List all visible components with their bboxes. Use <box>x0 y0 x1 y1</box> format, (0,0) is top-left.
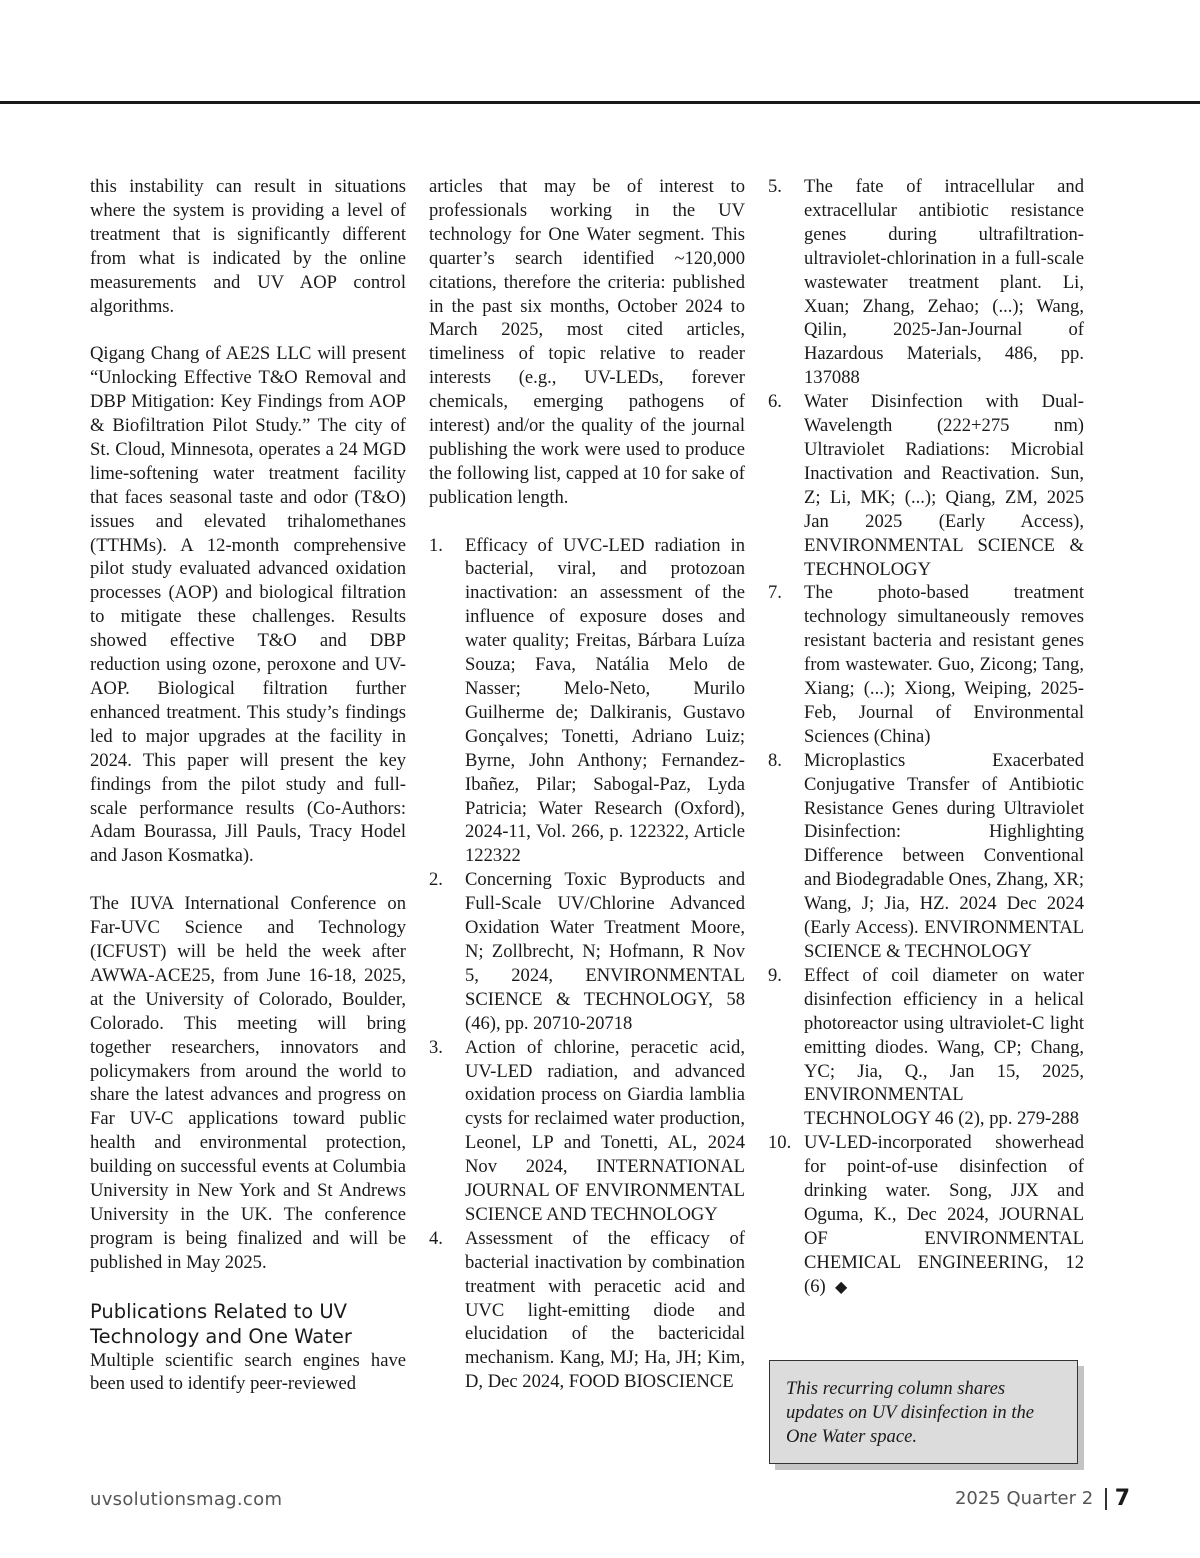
column-2 <box>429 175 745 1394</box>
reference-text: Effect of coil diameter on water disinfection efficiency in a helical photoreactor using ultraviolet-C light emitting diodes. Wang, CP; Chang, YC; Jia, Q., Jan 15, 2025, ENVIRONMENTAL TECHNOLOGY 46 (2), pp. 279-288 <box>804 964 1084 1130</box>
reference-text: Concerning Toxic Byproducts and Full-Scale UV/Chlorine Advanced Oxidation Water Treatment Moore, N; Zollbrecht, N; Hofmann, R Nov 5, 2024, ENVIRONMENTAL SCIENCE & TECHNOLOGY, 58 (46), pp. 20710-20718 <box>465 869 745 1034</box>
reference-number: 4. <box>429 1227 443 1249</box>
reference-item <box>429 1036 745 1227</box>
callout-box <box>769 1360 1078 1464</box>
reference-item <box>768 581 1084 748</box>
reference-number: 9. <box>768 964 782 986</box>
reference-item <box>429 868 745 1035</box>
callout-text: This recurring column shares updates on UV disinfection in the One Water space. <box>786 1378 1035 1447</box>
paragraph: The IUVA International Conference on Far-UVC Science and Technology (ICFUST) will be held the week after AWWA-ACE25, from June 16-18, 2025, at the University of Colorado, Boulder, Colorado. This meeting will bring together researchers, innovators and policymakers from around the world to share the latest advances and progress on Far UV-C applications toward public health and environmental protection, building on successful events at Columbia University in New York and St Andrews University in the UK. The conference program is being finalized and will be published in May 2025. <box>90 893 406 1273</box>
reference-item <box>768 749 1084 964</box>
footer-website: uvsolutionsmag.com <box>90 1489 283 1510</box>
reference-number: 8. <box>768 749 782 771</box>
paragraph: articles that may be of interest to professionals working in the UV technology for One Water segment. This quarter’s search identified ~120,000 citations, therefore the criteria: published in the past six months, October 2024 to March 2025, most cited articles, timeliness of topic relative to reader interests (e.g., UV-LEDs, forever chemicals, emerging pathogens of interest) and/or the quality of the journal publishing the work were used to produce the following list, capped at 10 for sake of publication length. <box>429 176 745 508</box>
section-heading: Publications Related to UV Technology and One Water <box>90 1299 352 1348</box>
end-diamond-icon: ◆ <box>834 1276 848 1296</box>
reference-number: 3. <box>429 1036 443 1058</box>
reference-text: Assessment of the efficacy of bacterial inactivation by combination treatment with peracetic acid and UVC light-emitting diode and elucidation of the bactericidal mechanism. Kang, MJ; Ha, JH; Kim, D, Dec 2024, FOOD BIOSCIENCE <box>465 1227 745 1393</box>
reference-item <box>429 1227 745 1394</box>
reference-number: 7. <box>768 582 782 604</box>
reference-text: Efficacy of UVC-LED radiation in bacterial, viral, and protozoan inactivation: an assessment of the influence of exposure doses and water quality; Freitas, Bárbara Luíza Souza; Fava, Natália Melo de Nasser; Melo-Neto, Murilo Guilherme de; Dalkiranis, Gustavo Gonçalves; Tonetti, Adriano Luiz; Byrne, John Anthony; Fernandez-Ibañez, Pilar; Sabogal-Paz, Lyda Patricia; Water Research (Oxford), 2024-11, Vol. 266, p. 122322, Article 122322 <box>465 534 745 867</box>
reference-number: 5. <box>768 176 782 197</box>
reference-text: Microplastics Exacerbated Conjugative Transfer of Antibiotic Resistance Genes during Ultraviolet Disinfection: Highlighting Difference between Conventional and Biodegradable Ones, Zhang, XR; Wang, J; Jia, HZ. 2024 Dec 2024 (Early Access). ENVIRONMENTAL SCIENCE & TECHNOLOGY <box>804 749 1084 962</box>
footer-issue <box>955 1486 1130 1511</box>
reference-item <box>768 175 1084 390</box>
reference-number: 6. <box>768 391 782 413</box>
reference-list-part-2 <box>768 175 1084 1299</box>
reference-item <box>768 390 1084 581</box>
issue-label: 2025 Quarter 2 <box>954 1488 1094 1509</box>
footer-divider <box>1105 1488 1107 1510</box>
reference-number: 1. <box>429 534 443 556</box>
paragraph: this instability can result in situations where the system is providing a level of treatment that is significantly different from what is indicated by the online measurements and UV AOP control algorithms. <box>90 176 406 317</box>
column-1 <box>90 175 406 1396</box>
reference-text: UV-LED-incorporated showerhead for point-of-use disinfection of drinking water. Song, JJX and Oguma, K., Dec 2024, JOURNAL OF ENVIRONMENTAL CHEMICAL ENGINEERING, 12 (6) <box>804 1132 1084 1297</box>
reference-text: Water Disinfection with Dual-Wavelength (222+275 nm) Ultraviolet Radiations: Microbial Inactivation and Reactivation. Sun, Z; Li, MK; (...); Qiang, ZM, 2025 Jan 2025 (Early Access), ENVIRONMENTAL SCIENCE & TECHNOLOGY <box>804 391 1084 580</box>
reference-number: 2. <box>429 869 443 891</box>
reference-text: Action of chlorine, peracetic acid, UV-LED radiation, and advanced oxidation process on Giardia lamblia cysts for reclaimed water production, Leonel, LP and Tonetti, AL, 2024 Nov 2024, INTERNATIONAL JOURNAL OF ENVIRONMENTAL SCIENCE AND TECHNOLOGY <box>465 1036 745 1225</box>
reference-text: The fate of intracellular and extracellular antibiotic resistance genes during ultrafiltration-ultraviolet-chlorination in a full-scale wastewater treatment plant. Li, Xuan; Zhang, Zehao; (...); Wang, Qilin, 2025-Jan-Journal of Hazardous Materials, 486, pp. 137088 <box>804 176 1084 389</box>
paragraph: Multiple scientific search engines have been used to identify peer-reviewed <box>90 1349 406 1395</box>
column-3 <box>768 175 1084 1299</box>
header-rule <box>0 101 1200 104</box>
page-number: 7 <box>1114 1486 1130 1511</box>
reference-item <box>768 964 1084 1131</box>
reference-item <box>429 534 745 869</box>
reference-list-part-1 <box>429 534 745 1395</box>
paragraph: Qigang Chang of AE2S LLC will present “Unlocking Effective T&O Removal and DBP Mitigation: Key Findings from AOP & Biofiltration Pilot Study.” The city of St. Cloud, Minnesota, operates a 24 MGD lime-softening water treatment facility that faces seasonal taste and odor (T&O) issues and elevated trihalomethanes (TTHMs). A 12-month comprehensive pilot study evaluated advanced oxidation processes (AOP) and biological filtration to mitigate these challenges. Results showed effective T&O and DBP reduction using ozone, peroxone and UV-AOP. Biological filtration further enhanced treatment. This study’s findings led to major upgrades at the facility in 2024. This paper will present the key findings from the pilot study and full-scale performance results (Co-Authors: Adam Bourassa, Jill Pauls, Tracy Hodel and Jason Kosmatka). <box>90 343 406 867</box>
reference-text: The photo-based treatment technology simultaneously removes resistant bacteria and resistant genes from wastewater. Guo, Zicong; Tang, Xiang; (...); Xiong, Weiping, 2025-Feb, Journal of Environmental Sciences (China) <box>804 582 1084 747</box>
reference-number: 10. <box>768 1132 792 1154</box>
reference-item <box>768 1131 1084 1298</box>
